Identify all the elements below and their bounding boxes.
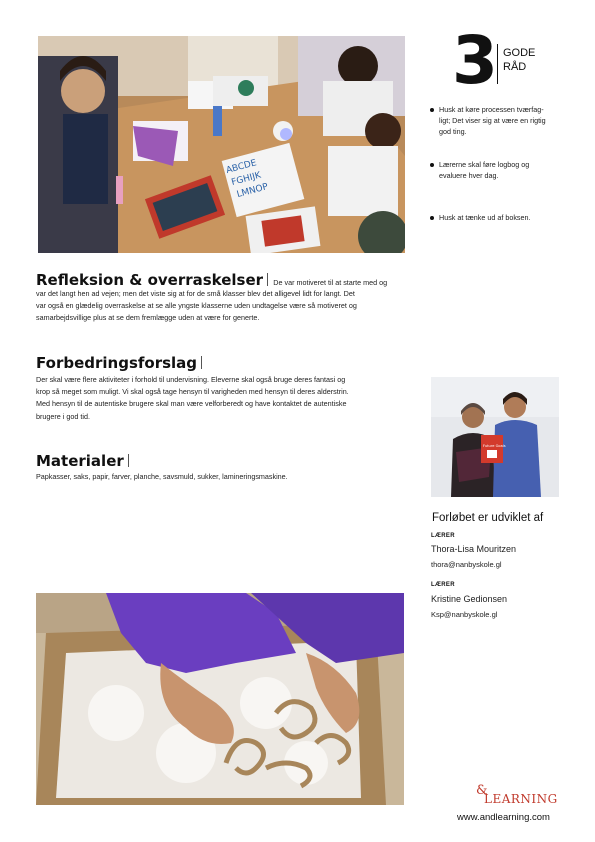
reflection-body (36, 288, 408, 325)
person-role: LÆRER (431, 582, 455, 588)
sand-tray-photo (36, 593, 404, 805)
tip-line: evaluere hver dag. (439, 171, 499, 180)
bullet-icon (430, 108, 434, 112)
materials-heading-text: Materialer (36, 452, 124, 470)
developed-by-title: Forløbet er udviklet af (432, 512, 544, 524)
tip-line: Lærerne skal føre logbog og (439, 160, 530, 169)
improvements-line: Med hensyn til de autentiske brugere skal man være velforberedt og have kontaktet de autentiske (36, 399, 347, 409)
improvements-heading-text: Forbedringsforslag (36, 354, 198, 372)
alphabet-line-2: FGHIJK (230, 170, 263, 189)
materials-body (36, 471, 408, 483)
reflection-heading-text: Refleksion & overraskelser (36, 271, 264, 289)
tips-title-line-1: GODE (503, 47, 536, 59)
person-name: Kristine Gedionsen (431, 594, 508, 604)
teachers-photo (431, 377, 559, 497)
alphabet-line-3: LMNOP (235, 182, 270, 201)
andlearning-logo (476, 785, 560, 807)
tip-line: Husk at tænke ud af boksen. (439, 213, 531, 222)
improvements-body (36, 374, 408, 423)
improvements-heading (36, 354, 202, 372)
reflection-line: var det langt hen ad vejen; men det viste sig at for de små klasser blev det alligevel lidt for langt. Det (36, 289, 355, 298)
book-label: Future Goals (483, 444, 506, 448)
tip-item (430, 104, 565, 137)
person-role: LÆRER (431, 533, 455, 539)
tips-number: 3 (452, 22, 496, 99)
website-link[interactable]: www.andlearning.com (457, 812, 550, 823)
tips-title-line-2: RÅD (503, 61, 527, 73)
tips-divider (497, 44, 498, 84)
tip-line: Husk at køre processen tværfag- (439, 105, 544, 114)
improvements-line: brugere i god tid. (36, 411, 90, 421)
reflection-line: var også en glædelig overraskelse at se alle yngste klasserne uden undtagelse være så motiveret og (36, 301, 357, 311)
heading-divider (128, 454, 129, 467)
improvements-line: krop så meget som muligt. Vi skal også tage hensyn til varigheden med hensyn til deres alderstrin. (36, 387, 349, 397)
heading-divider (267, 273, 268, 286)
reflection-line: samarbejdsvillige plus at se dem fremlægge uden at være for generte. (36, 313, 260, 323)
heading-divider (201, 356, 202, 369)
logo-ampersand: & (476, 783, 488, 798)
tip-line: ligt; Det viser sig at være en rigtig (439, 116, 546, 125)
classroom-photo (38, 36, 405, 253)
bullet-icon (430, 216, 434, 220)
logo-wordmark: LEARNING (484, 792, 558, 806)
materials-heading (36, 452, 129, 470)
person-email[interactable]: thora@nanbyskole.gl (431, 560, 502, 569)
person-email[interactable]: Ksp@nanbyskole.gl (431, 610, 498, 619)
tips-title (503, 46, 543, 74)
alphabet-line-1: ABCDE (225, 158, 258, 176)
improvements-line: Der skal være flere aktiviteter i forhold til undervisning. Eleverne skal også bruge deres fantasi og (36, 375, 346, 384)
person-name: Thora-Lisa Mouritzen (431, 544, 517, 554)
materials-line: Papkasser, saks, papir, farver, planche, savsmuld, sukker, lamineringsmaskine. (36, 472, 288, 481)
reflection-lead: De var motiveret til at starte med og (273, 278, 388, 287)
tip-line: god ting. (439, 127, 467, 136)
tip-item (430, 159, 565, 181)
tip-item (430, 212, 565, 223)
bullet-icon (430, 163, 434, 167)
